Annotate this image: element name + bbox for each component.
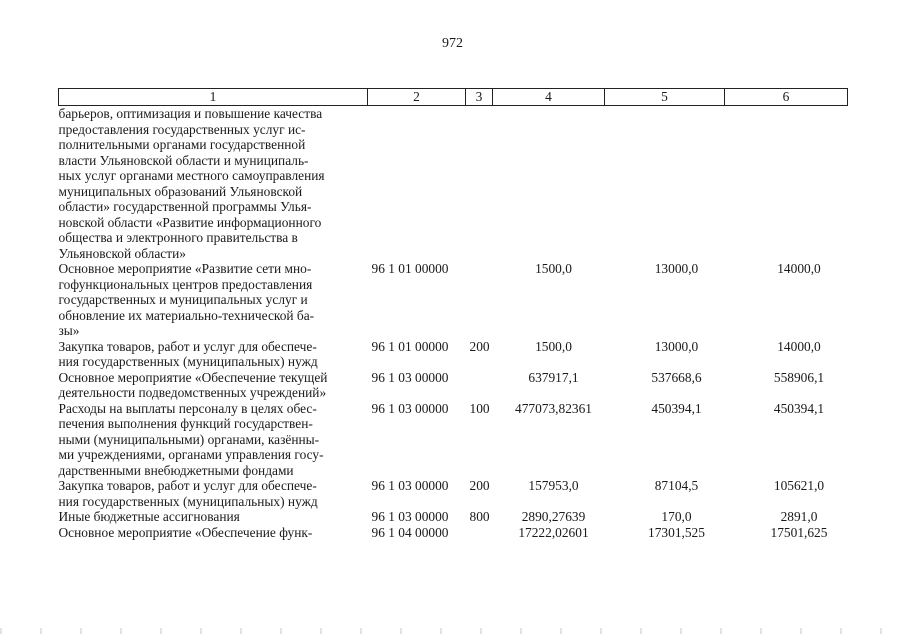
description-line: дарственными внебюджетными фондами [58, 462, 294, 478]
table-row [59, 478, 848, 509]
amount-col-4: 2890,27639 [521, 509, 586, 524]
expense-type-code: 200 [469, 478, 490, 493]
description-line: Основное мероприятие «Обеспечение текущей [58, 369, 328, 385]
table-row [59, 370, 848, 401]
table-row [59, 509, 848, 525]
amount-col-4: 637917,1 [528, 369, 579, 385]
expense-type-code: 200 [469, 338, 490, 354]
amount-col-6: 450394,1 [773, 400, 825, 416]
amount-col-5: 87104,5 [654, 478, 699, 493]
description-line: деятельности подведомственных учреждений» [58, 385, 327, 400]
description-line: муниципальных образований Ульяновской [58, 183, 303, 199]
description-line: ных услуг органами местного самоуправления [58, 168, 325, 183]
table-row [59, 261, 848, 339]
page-number: 972 [442, 36, 463, 51]
description-line: зы» [58, 323, 80, 338]
target-article-code: 96 1 03 00000 [371, 478, 449, 493]
amount-col-6: 14000,0 [777, 338, 821, 354]
amount-col-6: 14000,0 [777, 261, 821, 276]
amount-col-6: 17501,625 [770, 524, 828, 540]
amount-col-5 [605, 106, 725, 262]
row-description [59, 106, 368, 262]
description-line: предоставления государственных услуг ис- [58, 121, 306, 137]
expense-type-code: 100 [469, 400, 490, 416]
amount-col-5: 537668,6 [651, 369, 702, 385]
description-line: Закупка товаров, работ и услуг для обеспече- [58, 338, 317, 354]
target-article-code: 96 1 03 00000 [371, 400, 449, 416]
expense-type-code [466, 261, 493, 339]
description-line: Ульяновской области» [58, 245, 186, 261]
target-article-code: 96 1 03 00000 [371, 509, 449, 524]
description-line: барьеров, оптимизация и повышение качества [58, 106, 323, 121]
description-line: власти Ульяновской области и муниципаль- [58, 152, 309, 168]
description-line: Основное мероприятие «Обеспечение функ- [58, 524, 313, 540]
expense-type-code [466, 370, 493, 401]
target-article-code: 96 1 03 00000 [371, 369, 449, 385]
header-col-6: 6 [725, 89, 848, 106]
header-row [59, 89, 848, 106]
header-col-3: 3 [466, 89, 493, 106]
description-line: Основное мероприятие «Развитие сети мно- [58, 261, 312, 276]
amount-col-4: 157953,0 [528, 478, 579, 493]
table-row [59, 525, 848, 541]
row-description [59, 370, 368, 401]
description-line: области» государственной программы Улья- [58, 199, 312, 214]
expense-type-code: 800 [469, 509, 490, 524]
description-line: ми учреждениями, органами управления госу- [58, 447, 324, 462]
table-row [59, 106, 848, 262]
description-line: Иные бюджетные ассигнования [58, 509, 240, 524]
description-line: ния государственных (муниципальных) нужд [58, 354, 318, 369]
row-description [59, 509, 368, 525]
header-col-2: 2 [368, 89, 466, 106]
table-row [59, 401, 848, 479]
amount-col-4: 1500,0 [535, 338, 572, 354]
description-line: полнительными органами государственной [58, 137, 306, 152]
scan-artifact-line [0, 628, 905, 634]
row-description [59, 401, 368, 479]
expense-type-code [466, 525, 493, 541]
target-article-code [368, 106, 466, 262]
description-line: Закупка товаров, работ и услуг для обеспече- [58, 478, 317, 493]
description-line: печения выполнения функций государствен- [58, 416, 313, 431]
amount-col-4 [493, 106, 605, 262]
header-col-4: 4 [493, 89, 605, 106]
description-line: общества и электронного правительства в [58, 230, 298, 245]
amount-col-5: 450394,1 [651, 400, 702, 416]
amount-col-6 [725, 106, 848, 262]
amount-col-6: 558906,1 [773, 369, 825, 385]
amount-col-5: 170,0 [661, 509, 692, 524]
header-col-5: 5 [605, 89, 725, 106]
description-line: гофункциональных центров предоставления [58, 276, 313, 292]
amount-col-5: 13000,0 [654, 261, 699, 276]
amount-col-4: 1500,0 [535, 261, 572, 276]
amount-col-5: 13000,0 [654, 338, 699, 354]
target-article-code: 96 1 04 00000 [371, 524, 449, 540]
amount-col-4: 17222,02601 [518, 524, 589, 540]
expense-type-code [466, 106, 493, 262]
header-col-1: 1 [59, 89, 368, 106]
amount-col-4: 477073,82361 [515, 400, 592, 416]
row-description [59, 478, 368, 509]
description-line: ными (муниципальными) органами, казённы- [58, 431, 320, 447]
description-line: новской области «Развитие информационного [58, 214, 322, 230]
target-article-code: 96 1 01 00000 [371, 338, 449, 354]
row-description [59, 261, 368, 339]
row-description [59, 339, 368, 370]
table-body [59, 106, 848, 541]
amount-col-6: 105621,0 [773, 478, 825, 493]
description-line: Расходы на выплаты персоналу в целях обес- [58, 400, 317, 416]
description-line: ния государственных (муниципальных) нужд [58, 493, 318, 509]
description-line: государственных и муниципальных услуг и [58, 292, 308, 307]
budget-table [58, 88, 848, 540]
amount-col-5: 17301,525 [648, 524, 705, 540]
table-row [59, 339, 848, 370]
row-description [59, 525, 368, 541]
target-article-code: 96 1 01 00000 [371, 261, 449, 276]
description-line: обновление их материально-технической ба- [58, 307, 315, 323]
amount-col-6: 2891,0 [780, 509, 818, 524]
